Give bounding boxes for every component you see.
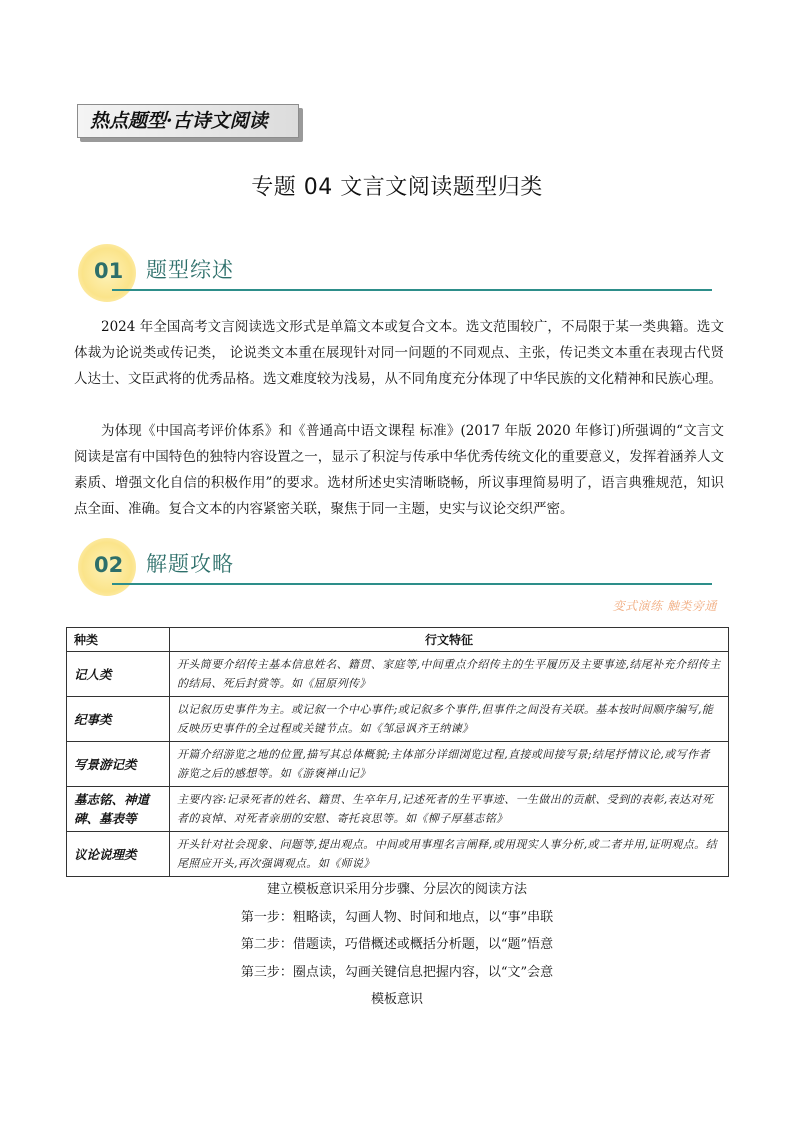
section-number: 02	[94, 553, 124, 577]
step-3: 第三步：圈点读，勾画关键信息把握内容，以“文”会意	[240, 964, 554, 980]
table-cell-feature: 主要内容:记录死者的姓名、籍贯、生卒年月,记述死者的生平事迹、一生做出的贡献、受到的表彰,表达对死者的哀悼、对死者亲朋的安慰、寄托哀思等。如《柳子厚墓志铭》	[170, 787, 729, 832]
table-header-row	[67, 628, 729, 652]
steps-heading: 建立模板意识采用分步骤、分层次的阅读方法	[266, 882, 527, 897]
reading-steps	[0, 876, 794, 1014]
table-cell-type: 议论说理类	[67, 832, 170, 877]
table-cell-type: 记人类	[67, 652, 170, 697]
table-header-feature: 行文特征	[170, 628, 729, 652]
section-header-overview	[78, 244, 718, 304]
document-title: 专题 04 文言文阅读题型归类	[251, 175, 543, 200]
overview-paragraph-1: 2024 年全国高考文言阅读选文形式是单篇文本或复合文本。选文范围较广，不局限于某一类典籍。选文体裁为论说类或传记类， 论说类文本重在展现针对同一问题的不同观点、主张，传记类文本重在表现古代贤人达士、文臣武将的优秀品格。选文难度较为浅易，从不同角度充分体现了中华民族的文化精神和民族心理。	[74, 319, 724, 387]
section-header-strategy	[78, 538, 718, 598]
table-cell-feature: 以记叙历史事件为主。或记叙一个中心事件;或记叙多个事件,但事件之间没有关联。基本按时间顺序编写,能反映历史事件的全过程或关键节点。如《邹忌讽齐王纳谏》	[170, 697, 729, 742]
section-underline	[112, 289, 712, 291]
section-title: 题型综述	[146, 258, 234, 282]
table-row	[67, 742, 729, 787]
section-underline	[112, 583, 712, 585]
table-cell-type: 纪事类	[67, 697, 170, 742]
tag-label: 热点题型·古诗文阅读	[77, 104, 299, 138]
section-number: 01	[94, 259, 124, 283]
table-cell-feature: 开头简要介绍传主基本信息姓名、籍贯、家庭等,中间重点介绍传主的生平履历及主要事迹,结尾补充介绍传主的结局、死后封赏等。如《屈原列传》	[170, 652, 729, 697]
table-row	[67, 832, 729, 877]
topic-tag-banner	[77, 104, 303, 142]
table-row	[67, 652, 729, 697]
step-2: 第二步：借题读，巧借概述或概括分析题，以“题”悟意	[240, 937, 554, 952]
table-header-type: 种类	[67, 628, 170, 652]
table-row	[67, 697, 729, 742]
table-cell-type: 墓志铭、神道碑、墓表等	[67, 787, 170, 832]
steps-footer: 模板意识	[370, 992, 423, 1007]
section-title: 解题攻略	[146, 552, 234, 576]
step-1: 第一步：粗略读，勾画人物、时间和地点，以“事”串联	[240, 909, 554, 925]
table-cell-feature: 开篇介绍游览之地的位置,描写其总体概貌;主体部分详细浏览过程,直接或间接写景;结尾抒情议论,或写作者游览之后的感想等。如《游褒禅山记》	[170, 742, 729, 787]
text-types-table	[66, 627, 729, 877]
practice-subtag: 变式演练 触类旁通	[612, 599, 717, 613]
table-cell-feature: 开头针对社会现象、问题等,提出观点。中间或用事理名言阐释,或用现实人事分析,或二者并用,证明观点。结尾照应开头,再次强调观点。如《师说》	[170, 832, 729, 877]
table-row	[67, 787, 729, 832]
overview-paragraph-2: 为体现《中国高考评价体系》和《普通高中语文课程 标准》(2017 年版 2020 年修订)所强调的“文言文阅读是富有中国特色的独特内容设置之一，显示了积淀与传承中华优秀传统文化的重要意义，发挥着涵养人文素质、增强文化自信的积极作用”的要求。选材所述史实清晰晓畅，所议事理简易明了，语言典雅规范，知识点全面、准确。复合文本的内容紧密关联，聚焦于同一主题，史实与议论交织严密。	[74, 423, 724, 517]
table-cell-type: 写景游记类	[67, 742, 170, 787]
